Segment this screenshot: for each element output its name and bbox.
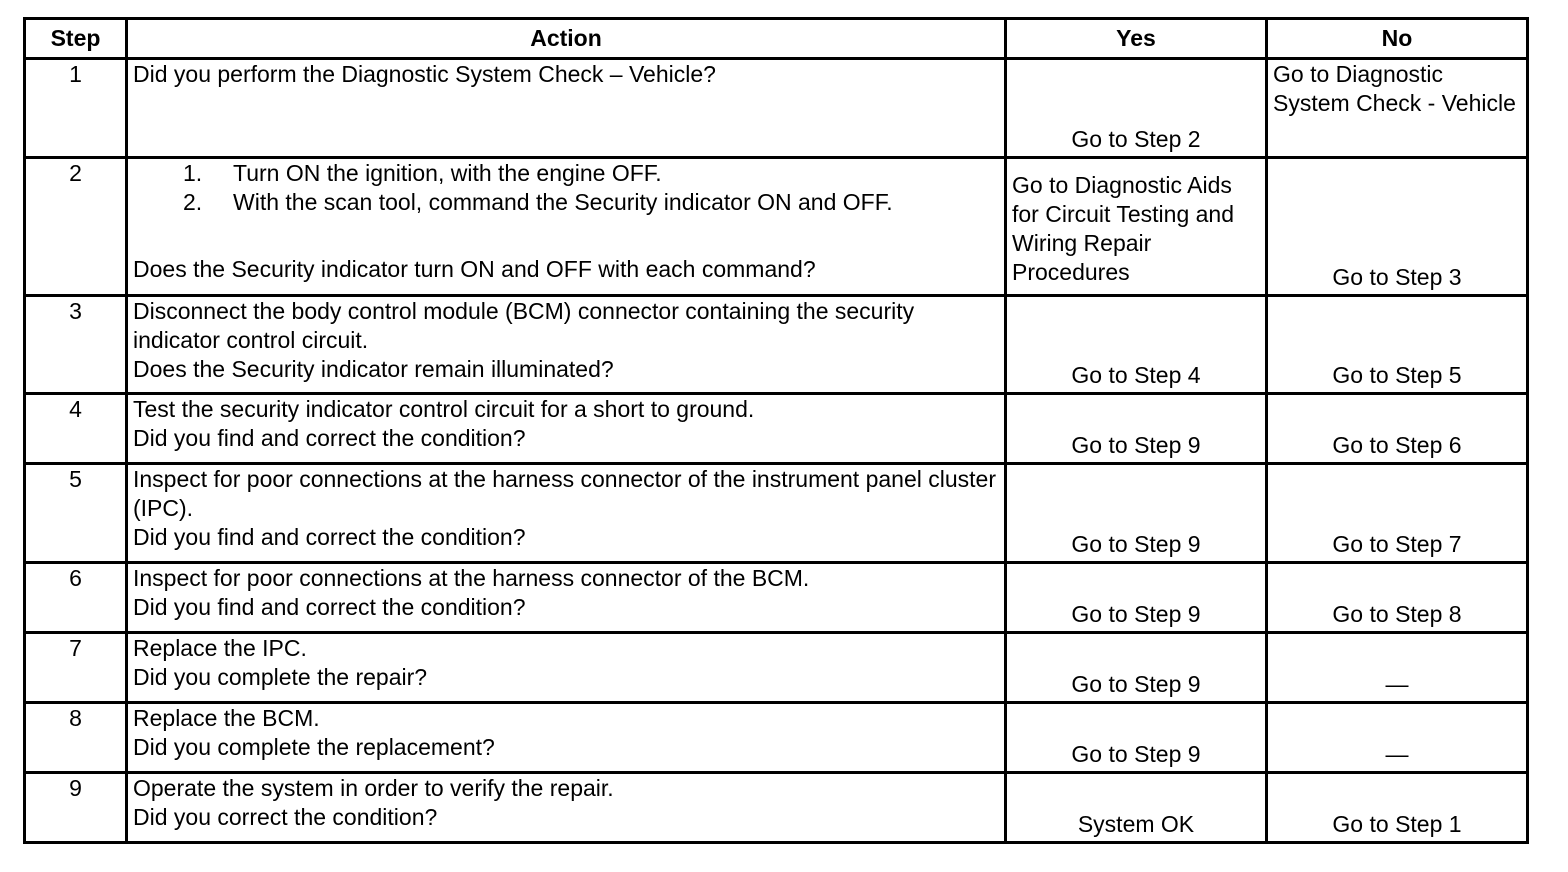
action-line: Operate the system in order to verify the repair. [133,775,614,801]
yes-cell [1006,158,1267,296]
action-cell [127,703,1006,773]
no-cell [1267,59,1528,158]
sub-step [183,188,999,217]
no-text: — [1385,671,1409,697]
step-number: 2 [25,158,127,296]
yes-cell [1006,464,1267,563]
no-text: Go to Step 7 [1332,531,1462,557]
step-number: 1 [25,59,127,158]
action-line: Did you find and correct the condition? [133,524,526,550]
header-no: No [1267,19,1528,59]
step-number: 4 [25,394,127,464]
action-cell [127,59,1006,158]
yes-cell [1006,563,1267,633]
yes-text: Go to Step 4 [1071,362,1201,388]
yes-text: Go to Step 9 [1071,531,1201,557]
step-number: 8 [25,703,127,773]
action-cell [127,633,1006,703]
table-row [25,296,1528,394]
no-cell [1267,633,1528,703]
action-line: Did you find and correct the condition? [133,594,526,620]
sub-step [183,159,999,188]
action-line: Replace the IPC. [133,635,307,661]
yes-cell [1006,773,1267,843]
action-line: Did you perform the Diagnostic System Check – Vehicle? [133,61,716,87]
action-cell [127,296,1006,394]
action-cell [127,563,1006,633]
action-line: Did you find and correct the condition? [133,425,526,451]
table-row [25,563,1528,633]
sub-step-text: With the scan tool, command the Security indicator ON and OFF. [233,189,893,215]
step-number: 7 [25,633,127,703]
action-line: Replace the BCM. [133,705,320,731]
yes-text: Go to Diagnostic Aids for Circuit Testing and Wiring Repair Procedures [1012,172,1235,285]
header-action: Action [127,19,1006,59]
yes-cell [1006,296,1267,394]
action-line: Inspect for poor connections at the harness connector of the BCM. [133,565,810,591]
no-cell [1267,158,1528,296]
step-number: 5 [25,464,127,563]
sub-step-text: Turn ON the ignition, with the engine OFF. [233,160,662,186]
action-line: Did you correct the condition? [133,804,438,830]
no-text: Go to Step 6 [1332,432,1462,458]
table-row [25,464,1528,563]
yes-text: Go to Step 2 [1071,126,1201,152]
action-line: Does the Security indicator remain illuminated? [133,356,614,382]
action-line: Did you complete the replacement? [133,734,495,760]
action-line: Did you complete the repair? [133,664,428,690]
yes-text: Go to Step 9 [1071,432,1201,458]
no-text: Go to Step 8 [1332,601,1462,627]
yes-text: Go to Step 9 [1071,741,1201,767]
yes-text: Go to Step 9 [1071,671,1201,697]
no-cell [1267,773,1528,843]
yes-cell [1006,394,1267,464]
action-cell [127,773,1006,843]
no-text: Go to Step 5 [1332,362,1462,388]
sub-step-number: 2. [183,189,203,215]
table-row [25,773,1528,843]
step-number: 3 [25,296,127,394]
action-line: Inspect for poor connections at the harness connector of the instrument panel cluster (IPC). [133,466,996,521]
header-row [25,19,1528,59]
step-number: 9 [25,773,127,843]
no-text: Go to Step 3 [1332,264,1462,290]
no-text: — [1385,741,1409,767]
no-cell [1267,563,1528,633]
action-cell [127,464,1006,563]
table-row [25,703,1528,773]
no-cell [1267,703,1528,773]
action-cell [127,158,1006,296]
action-cell [127,394,1006,464]
step-number: 6 [25,563,127,633]
header-step: Step [25,19,127,59]
diagnostic-table [23,17,1529,844]
action-line: Disconnect the body control module (BCM) connector containing the security indicator control circuit. [133,298,915,353]
no-text: Go to Step 1 [1332,811,1462,837]
yes-cell [1006,59,1267,158]
table-row [25,59,1528,158]
yes-text: Go to Step 9 [1071,601,1201,627]
table-row [25,394,1528,464]
no-cell [1267,464,1528,563]
no-cell [1267,296,1528,394]
action-line: Does the Security indicator turn ON and OFF with each command? [133,256,816,282]
action-line: Test the security indicator control circuit for a short to ground. [133,396,755,422]
no-text: Go to Diagnostic System Check - Vehicle [1273,61,1516,116]
table-row [25,633,1528,703]
sub-step-list [133,159,999,217]
no-cell [1267,394,1528,464]
table-row [25,158,1528,296]
sub-step-number: 1. [183,160,203,186]
yes-cell [1006,703,1267,773]
header-yes: Yes [1006,19,1267,59]
yes-text: System OK [1077,811,1195,837]
yes-cell [1006,633,1267,703]
